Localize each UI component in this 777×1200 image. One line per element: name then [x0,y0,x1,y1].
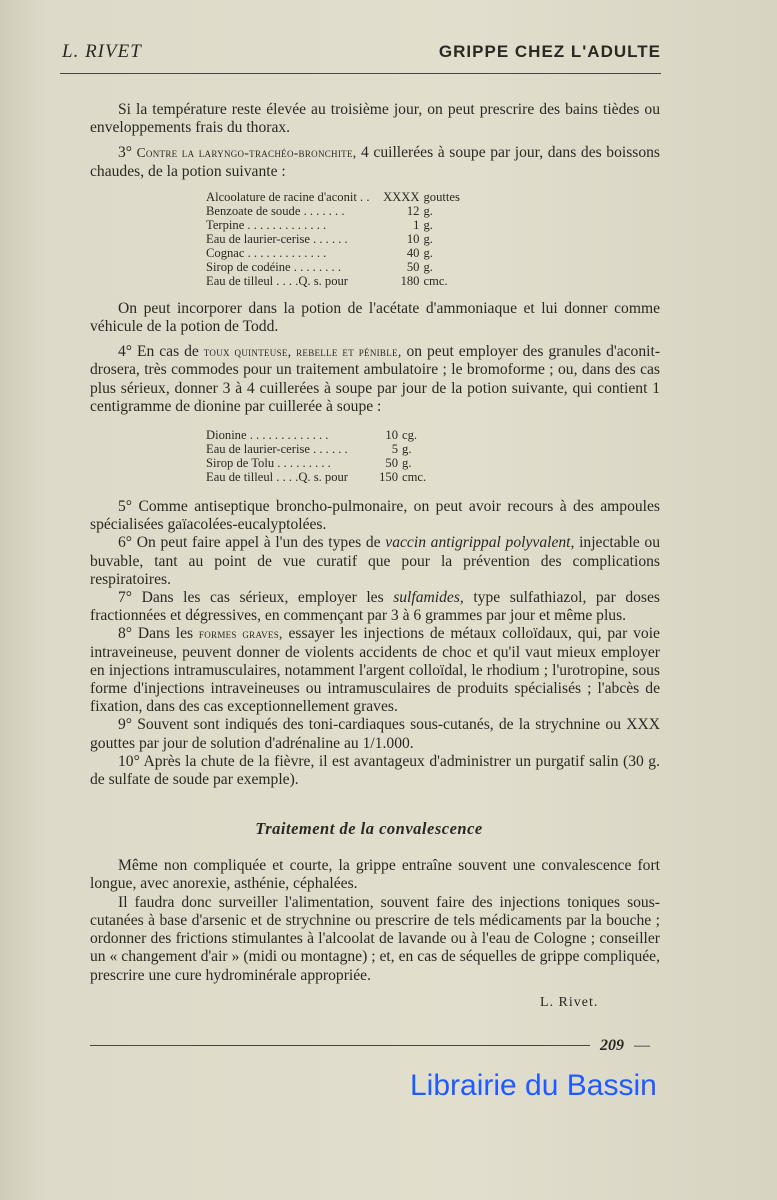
ingredient: Eau de tilleul . . . .Q. s. pour [206,273,349,288]
unit: g. [423,259,433,274]
footer-rule [90,1045,590,1046]
text-block-3 [90,498,660,789]
item-heading: toux quinteuse, rebelle et pénible, [203,344,402,360]
prescription-table-1 [206,190,460,288]
unit: g. [423,231,433,246]
text-block-4 [90,857,660,984]
paragraph: Même non compliquée et courte, la grippe entraîne souvent une convalescence fort longue, avec anorexie, asthénie, céphalées. [90,857,660,893]
item-heading: Contre la laryngo-trachéo-bronchite, [136,145,357,161]
quantity: 180 [400,273,420,288]
unit: g. [402,456,412,471]
text: essayer les injections de métaux colloïdaux, qui, par voie intraveineuse, peuvent donner de violents accidents de choc et qu'il vaut mieux employer en injections intramusculaires, notamment l'argent colloïdal, le rhodium ; l'urotropine, sous forme d'injections intraveineuses ou intramusculaires de produits spécialisés ; l'abcès de fixation, dans des cas exceptionnellement graves. [90,625,660,716]
prescription-table-2 [206,428,426,484]
unit: cmc. [402,470,427,485]
paragraph: Il faudra donc surveiller l'alimentation, souvent faire des injections toniques sous-cutanées à base d'arsenic et de strychnine ou prescrire de tels médicaments par la bouche ; ordonner des frictions stimulantes à l'alcoolat de lavande ou à l'eau de Cologne ; conseiller un « changement d'air » (midi ou montagne) ; et, en cas de séquelles de grippe compliquée, prescrire une cure hydrominérale appropriée. [90,893,660,984]
unit: g. [402,442,412,457]
prescription-row [206,274,460,288]
prescription-row [206,428,426,442]
unit: g. [423,203,433,218]
paragraph-item-8 [90,625,660,716]
ingredient: Terpine . . . . . . . . . . . . . [206,217,327,232]
quantity: 10 [406,231,420,246]
unit: g. [423,245,433,260]
paragraph: Si la température reste élevée au troisième jour, on peut prescrire des bains tièdes ou enveloppements frais du thorax. [90,101,660,137]
running-head-title: GRIPPE CHEZ L'ADULTE [438,42,661,61]
text: 8° Dans les [118,625,199,643]
text-block-1 [90,101,660,181]
ingredient: Alcoolature de racine d'aconit . . [206,189,370,204]
quantity: XXXX [383,189,420,204]
paragraph-item-4 [90,343,660,416]
ingredient: Sirop de Tolu . . . . . . . . . [206,456,331,471]
quantity: 12 [406,203,420,218]
paragraph-item-6 [90,534,660,589]
running-head-author: L. RIVET [62,41,142,62]
text-block-2 [90,300,660,416]
ingredient: Eau de laurier-cerise . . . . . . [206,231,348,246]
prescription-row [206,442,426,456]
emphasis: vaccin antigrippal polyvalent, [385,534,575,552]
item-text: on peut employer des granules d'aconit-drosera, très commodes pour un traitement ambulatoire ; le bromoforme ; ou, dans des cas plus sérieux, donner 3 à 4 cuillerées à soupe par jour de la potion suivante, qui contient 1 centigramme de dionine par cuillerée à soupe : [90,343,661,415]
prescription-row [206,456,426,470]
quantity: 40 [406,245,420,260]
page-body [90,101,660,1103]
quantity: 50 [406,259,420,274]
paragraph-item-5: 5° Comme antiseptique broncho-pulmonaire, on peut avoir recours à des ampoules spécialisées gaïacolées-eucalyptolées. [90,498,660,534]
quantity: 5 [391,442,399,457]
unit: cmc. [423,273,448,288]
header-rule [60,73,661,74]
watermark: Librairie du Bassin [410,1068,657,1102]
paragraph-item-3 [90,144,660,180]
item-heading: formes graves, [198,626,283,642]
paragraph-item-9: 9° Souvent sont indiqués des toni-cardiaques sous-cutanés, de la strychnine ou XXX gouttes par jour de solution d'adrénaline au 1/1.000. [90,716,660,752]
ingredient: Eau de tilleul . . . .Q. s. pour [206,470,349,485]
text: 6° On peut faire appel à l'un des types de [118,534,386,552]
item-number: 4° En cas de [118,343,204,361]
paragraph-item-10: 10° Après la chute de la fièvre, il est avantageux d'administrer un purgatif salin (30 g. de sulfate de soude par exemple). [90,752,660,789]
prescription-row [206,260,460,274]
ingredient: Eau de laurier-cerise . . . . . . [206,442,348,457]
text: injectable ou buvable, tant au point de vue curatif que pour la prévention des complications respiratoires. [90,534,660,588]
text: 7° Dans les cas sérieux, employer les [118,589,394,607]
unit: cg. [402,428,418,443]
quantity: 150 [379,470,399,485]
ingredient: Benzoate de soude . . . . . . . [206,203,345,218]
section-title: Traitement de la convalescence [255,819,483,839]
prescription-row [206,470,426,484]
unit: gouttes [423,189,460,204]
paragraph: On peut incorporer dans la potion de l'acétate d'ammoniaque et lui donner comme véhicule de la potion de Todd. [90,299,660,336]
item-number: 3° [118,144,137,162]
quantity: 50 [385,456,399,471]
signature: L. Rivet. [540,994,599,1010]
unit: g. [423,217,433,232]
ingredient: Cognac . . . . . . . . . . . . . [206,245,327,260]
prescription-row [206,190,460,204]
page-number: 209 [600,1036,624,1054]
prescription-row [206,204,460,218]
emphasis: sulfamides, [393,589,464,607]
paragraph-item-7 [90,589,660,625]
page-footer [90,1037,660,1055]
item-text: 4 cuillerées à soupe par jour, dans des boissons chaudes, de la potion suivante : [90,144,660,180]
text: type sulfathiazol, par doses fractionnées et dégressives, en commençant par 3 à 6 grammes par jour et même plus. [90,589,660,625]
page-number-dash: — [634,1036,650,1054]
quantity: 1 [413,217,420,232]
prescription-row [206,232,460,246]
quantity: 10 [385,428,399,443]
ingredient: Dionine . . . . . . . . . . . . . [206,428,329,443]
ingredient: Sirop de codéine . . . . . . . . [206,259,342,274]
prescription-row [206,246,460,260]
prescription-row [206,218,460,232]
